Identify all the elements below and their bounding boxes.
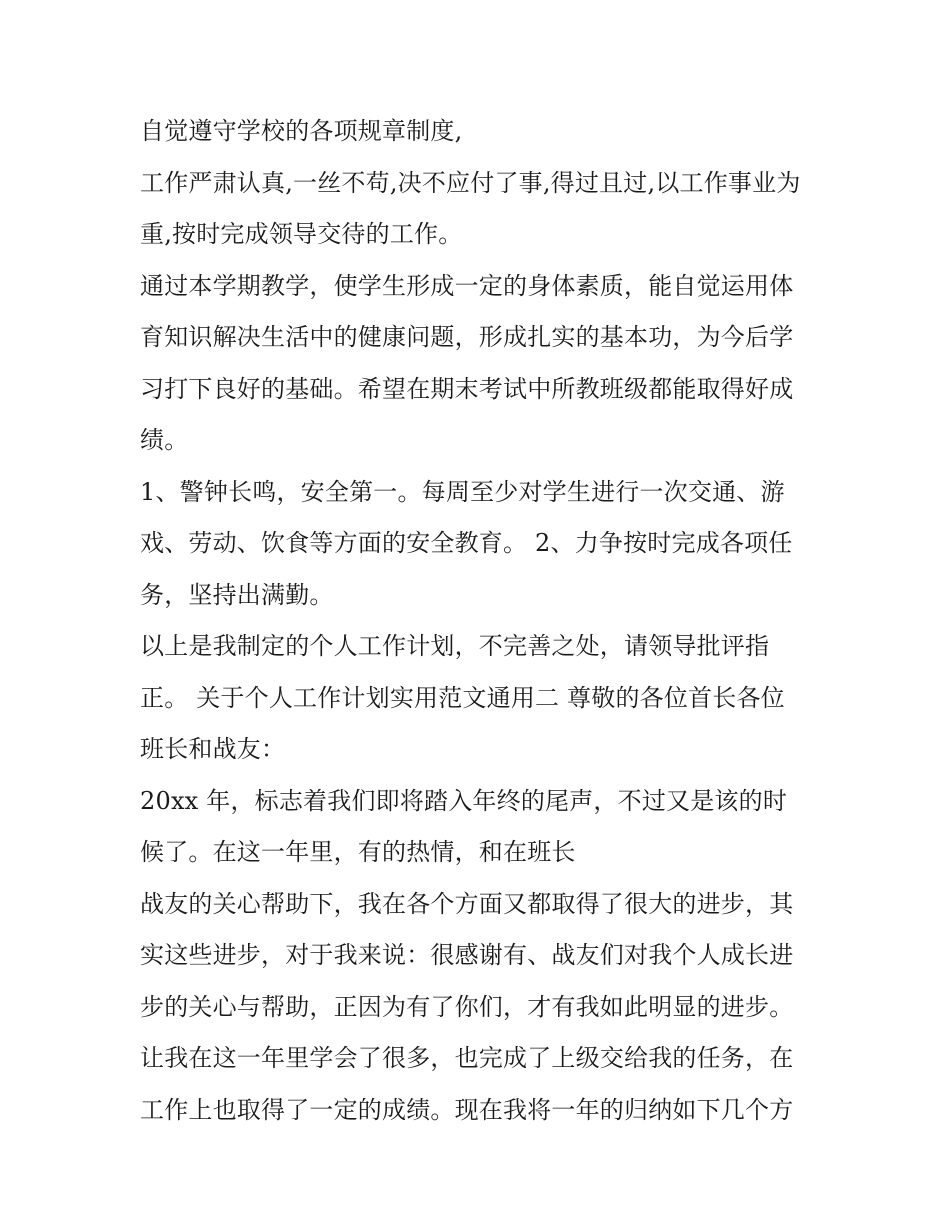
text-line-17: 实这些进步，对于我来说：很感谢有、战友们对我个人成长进	[140, 941, 794, 969]
text-line-1: 自觉遵守学校的各项规章制度,	[140, 117, 463, 145]
text-line-8: 1、警钟长鸣，安全第一。每周至少对学生进行一次交通、游	[140, 477, 785, 506]
text-line-14: 20xx 年，标志着我们即将踏入年终的尾声，不过又是该的时	[140, 786, 788, 815]
text-line-9: 戏、劳动、饮食等方面的安全教育。 2、力争按时完成各项任	[140, 529, 793, 557]
text-line-19: 让我在这一年里学会了很多，也完成了上级交给我的任务，在	[140, 1044, 794, 1072]
text-line-12: 正。 关于个人工作计划实用范文通用二 尊敬的各位首长各位	[140, 683, 785, 712]
text-line-10: 务，坚持出满勤。	[140, 580, 334, 609]
text-line-2: 工作严肃认真,一丝不苟,决不应付了事,得过且过,以工作事业为	[140, 168, 801, 197]
text-line-5: 育知识解决生活中的健康问题，形成扎实的基本功，为今后学	[140, 323, 794, 351]
text-line-11: 以上是我制定的个人工作计划，不完善之处，请领导批评指	[140, 632, 770, 660]
text-line-18: 步的关心与帮助，正因为有了你们，才有我如此明显的进步。	[140, 992, 794, 1021]
text-line-7: 绩。	[140, 426, 189, 454]
text-line-3: 重,按时完成领导交待的工作。	[140, 220, 463, 248]
document-body	[140, 106, 830, 1136]
text-line-6: 习打下良好的基础。希望在期末考试中所教班级都能取得好成	[140, 374, 794, 403]
text-line-15: 候了。在这一年里，有的热情，和在班长	[140, 838, 576, 866]
text-line-13: 班长和战友：	[140, 735, 286, 763]
text-line-20: 工作上也取得了一定的成绩。现在我将一年的归纳如下几个方	[140, 1095, 794, 1124]
text-line-16: 战友的关心帮助下，我在各个方面又都取得了很大的进步，其	[140, 889, 794, 918]
text-line-4: 通过本学期教学，使学生形成一定的身体素质，能自觉运用体	[140, 271, 794, 300]
